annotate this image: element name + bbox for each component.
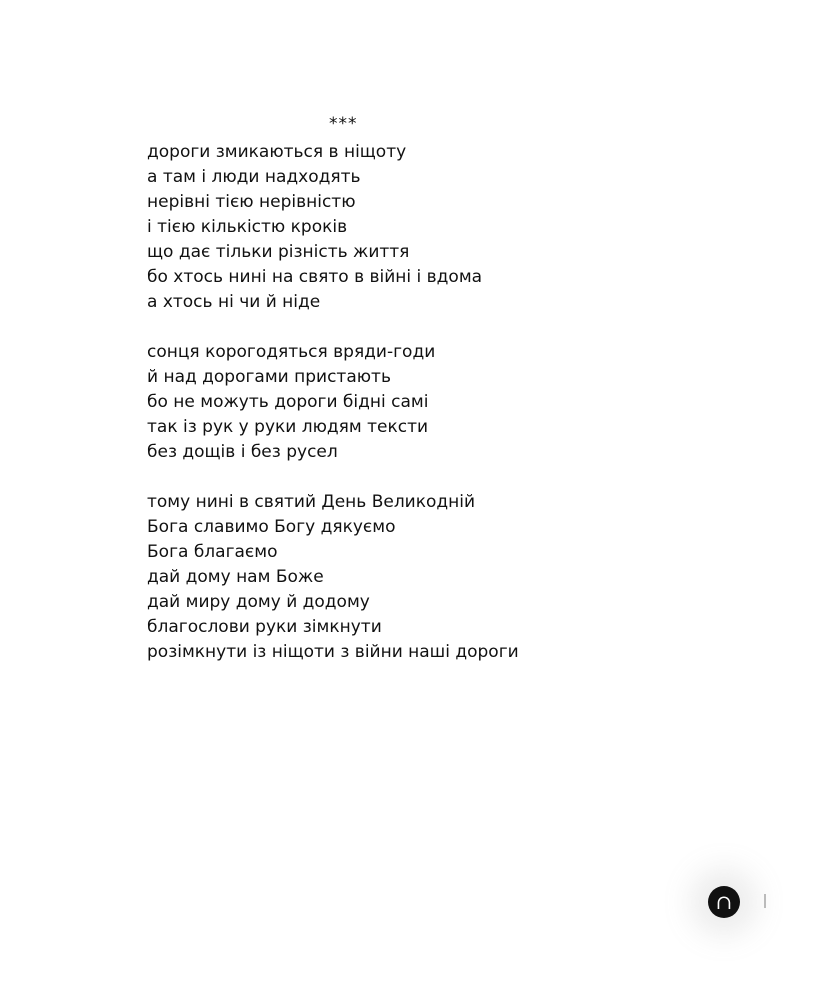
tick-mark bbox=[764, 894, 766, 908]
poem-body bbox=[147, 140, 787, 690]
poem-line: Бога славимо Богу дякуємо bbox=[147, 517, 396, 537]
poem-line: дороги змикаються в ніщоту bbox=[147, 142, 407, 162]
poem-line: без дощів і без русел bbox=[147, 442, 338, 462]
poem-line: що дає тільки різність життя bbox=[147, 242, 410, 262]
poem-line: і тією кількістю кроків bbox=[147, 217, 348, 237]
poem-line: нерівні тією нерівністю bbox=[147, 192, 356, 212]
stanza-2 bbox=[147, 340, 787, 465]
poem-line: й над дорогами пристають bbox=[147, 367, 391, 387]
poem-line: дай дому нам Боже bbox=[147, 567, 324, 587]
poem-line: Бога благаємо bbox=[147, 542, 278, 562]
circle-logo-icon: ∩ bbox=[708, 886, 740, 918]
poem-line: розімкнути із ніщоти з війни наші дороги bbox=[147, 642, 519, 662]
poem-line: бо не можуть дороги бідні самі bbox=[147, 392, 429, 412]
poem-separator: *** bbox=[329, 114, 358, 134]
poem-line: бо хтось нині на свято в війні і вдома bbox=[147, 267, 483, 287]
poem-line: а хтось ні чи й ніде bbox=[147, 292, 321, 312]
poem-line: благослови руки зімкнути bbox=[147, 617, 382, 637]
poem-line: сонця корогодяться вряди-годи bbox=[147, 342, 436, 362]
poem-line: так із рук у руки людям тексти bbox=[147, 417, 429, 437]
stanza-3 bbox=[147, 490, 787, 665]
stanza-1 bbox=[147, 140, 787, 315]
poem-line: дай миру дому й додому bbox=[147, 592, 370, 612]
poem-line: а там і люди надходять bbox=[147, 167, 361, 187]
poem-line: тому нині в святий День Великодній bbox=[147, 492, 476, 512]
